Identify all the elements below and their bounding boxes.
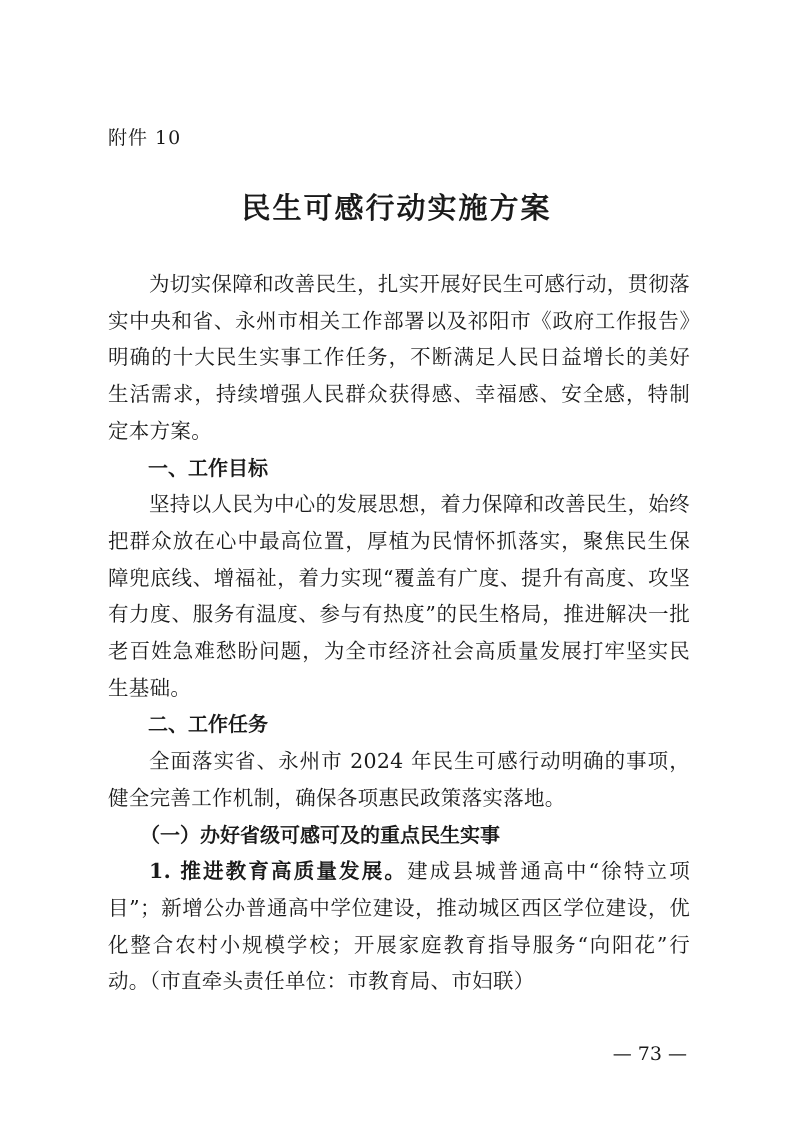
item1-paragraph bbox=[108, 853, 690, 1000]
section1-heading: 一、工作目标 bbox=[148, 455, 268, 480]
intro-paragraph: 为切实保障和改善民生，扎实开展好民生可感行动，贯彻落实中央和省、永州市相关工作部署以及祁阳市《政府工作报告》明确的十大民生实事工作任务，不断满足人民日益增长的美好生活需求，持续增强人民群众获得感、幸福感、安全感，特制定本方案。 bbox=[108, 272, 690, 443]
section1-paragraph: 坚持以人民为中心的发展思想，着力保障和改善民生，始终把群众放在心中最高位置，厚植为民情怀抓落实，聚焦民生保障兜底线、增福祉，着力实现“覆盖有广度、提升有高度、攻坚有力度、服务有温度、参与有热度”的民生格局，推进解决一批老百姓急难愁盼问题，为全市经济社会高质量发展打牢坚实民生基础。 bbox=[108, 492, 690, 700]
document-title: 民生可感行动实施方案 bbox=[241, 191, 552, 225]
item1-lead: 1. 推进教育高质量发展。 bbox=[149, 859, 408, 884]
page-number: — 73 — bbox=[612, 1043, 687, 1065]
section2-paragraph: 全面落实省、永州市 2024 年民生可感行动明确的事项，健全完善工作机制，确保各项惠民政策落实落地。 bbox=[108, 749, 690, 810]
subsection1-heading: （一）办好省级可感可及的重点民生实事 bbox=[140, 822, 500, 847]
attachment-label: 附件 10 bbox=[108, 127, 182, 149]
item1-body: 建成县城普通高中“徐特立项目”；新增公办普通高中学位建设，推动城区西区学位建设，优化整合农村小规模学校；开展家庭教育指导服务“向阳花”行动。（市直牵头责任单位：市教育局、市妇联） bbox=[108, 859, 690, 994]
document-body bbox=[108, 266, 690, 1000]
section2-heading: 二、工作任务 bbox=[148, 712, 268, 737]
